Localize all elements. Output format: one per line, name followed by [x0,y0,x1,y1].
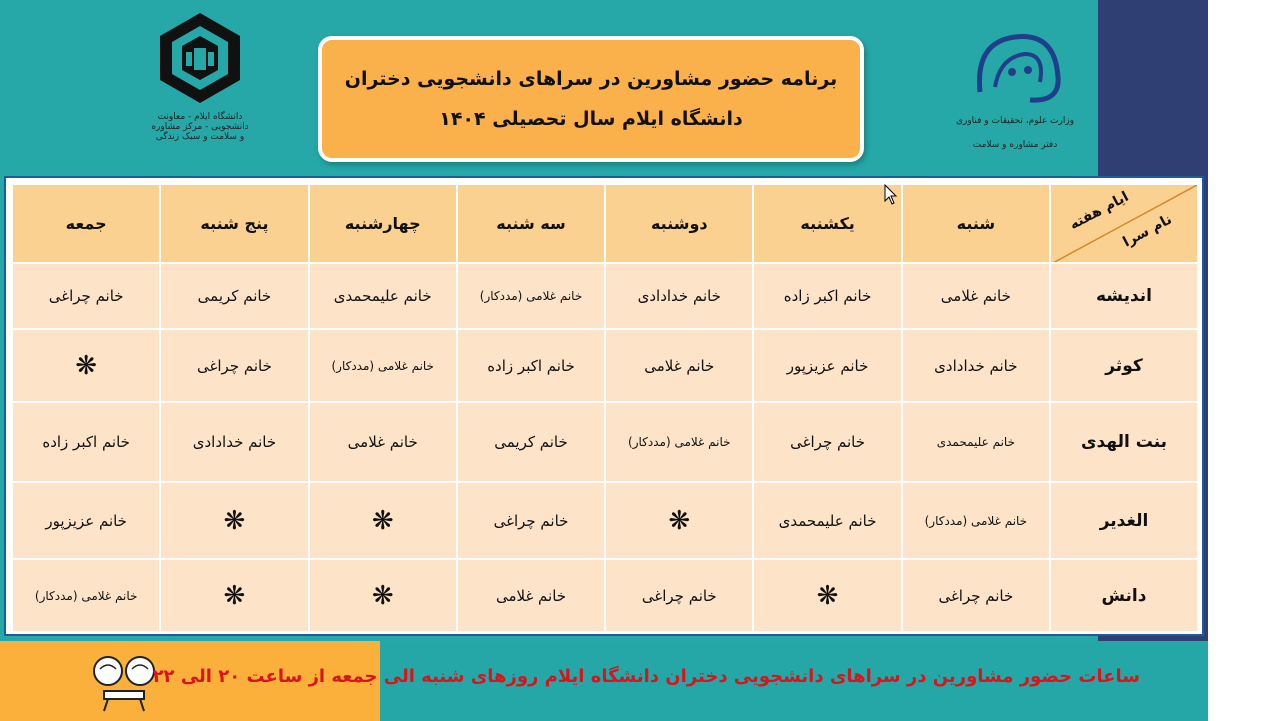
table-corner-cell [1050,184,1198,263]
university-emblem-icon [150,8,250,108]
table-cell: خانم غلامی (مددکار) [457,263,605,329]
empty-slot-asterisk-icon: ❋ [753,559,901,632]
table-cell: خانم غلامی [605,329,753,402]
day-header: چهارشنبه [309,184,457,263]
table-row [12,559,1198,632]
table-row [12,402,1198,482]
ministry-logo-icon [940,22,1090,112]
table-cell: خانم چراغی [160,329,308,402]
table-cell: خانم غلامی (مددکار) [605,402,753,482]
table-cell: خانم علیمحمدی [309,263,457,329]
table-cell: خانم غلامی (مددکار) [12,559,160,632]
empty-slot-asterisk-icon: ❋ [309,482,457,559]
corner-label-dorms: نام سرا [1120,211,1175,251]
table-cell: خانم اکبر زاده [457,329,605,402]
table-cell: خانم غلامی [457,559,605,632]
table-header-row [12,184,1198,263]
mouse-cursor-icon [884,184,898,206]
table-cell: خانم چراغی [753,402,901,482]
schedule-table [11,183,1199,633]
table-cell: خانم خدادادی [160,402,308,482]
table-cell: خانم اکبر زاده [12,402,160,482]
page-title-line2: دانشگاه ایلام سال تحصیلی ۱۴۰۴ [439,108,743,130]
table-cell: خانم عزیزپور [12,482,160,559]
schedule-table-frame [4,176,1204,636]
table-cell: خانم غلامی (مددکار) [309,329,457,402]
day-header: سه شنبه [457,184,605,263]
table-row [12,482,1198,559]
dorm-name: کوثر [1050,329,1198,402]
empty-slot-asterisk-icon: ❋ [12,329,160,402]
dorm-name: بنت الهدی [1050,402,1198,482]
empty-slot-asterisk-icon: ❋ [605,482,753,559]
table-cell: خانم خدادادی [605,263,753,329]
day-header: یکشنبه [753,184,901,263]
dorm-name: الغدیر [1050,482,1198,559]
table-cell: خانم چراغی [457,482,605,559]
table-row [12,329,1198,402]
table-row [12,263,1198,329]
university-logo-caption: دانشگاه ایلام - معاونت دانشجویی - مرکز مشاوره و سلامت و سبک زندگی [151,112,249,142]
counseling-illustration-icon [86,651,162,713]
university-logo [150,8,250,163]
ministry-caption-1: وزارت علوم، تحقیقات و فناوری [955,116,1075,126]
table-cell: خانم غلامی [902,263,1050,329]
day-header: جمعه [12,184,160,263]
table-cell: خانم خدادادی [902,329,1050,402]
table-cell: خانم غلامی [309,402,457,482]
day-header: شنبه [902,184,1050,263]
table-cell: خانم اکبر زاده [753,263,901,329]
table-cell: خانم عزیزپور [753,329,901,402]
empty-slot-asterisk-icon: ❋ [160,482,308,559]
day-header: دوشنبه [605,184,753,263]
right-white-margin [1208,0,1280,721]
empty-slot-asterisk-icon: ❋ [309,559,457,632]
page-title-box [318,36,864,162]
table-cell: خانم علیمحمدی [902,402,1050,482]
dorm-name: دانش [1050,559,1198,632]
ministry-caption-2: دفتر مشاوره و سلامت [972,140,1058,150]
table-cell: خانم چراغی [605,559,753,632]
dorm-name: اندیشه [1050,263,1198,329]
ministry-logo [940,22,1090,162]
table-cell: خانم غلامی (مددکار) [902,482,1050,559]
corner-label-days: ایام هفته [1067,188,1132,234]
empty-slot-asterisk-icon: ❋ [160,559,308,632]
table-cell: خانم کریمی [160,263,308,329]
day-header: پنج شنبه [160,184,308,263]
footer-hours-note: ساعات حضور مشاورین در سراهای دانشجویی دختران دانشگاه ایلام روزهای شنبه الی جمعه از ساعت ۲۰ الی ۲۲ [152,666,1140,687]
table-cell: خانم کریمی [457,402,605,482]
table-cell: خانم چراغی [902,559,1050,632]
table-cell: خانم چراغی [12,263,160,329]
page-title-line1: برنامه حضور مشاورین در سراهای دانشجویی دختران [344,68,838,90]
table-cell: خانم علیمحمدی [753,482,901,559]
